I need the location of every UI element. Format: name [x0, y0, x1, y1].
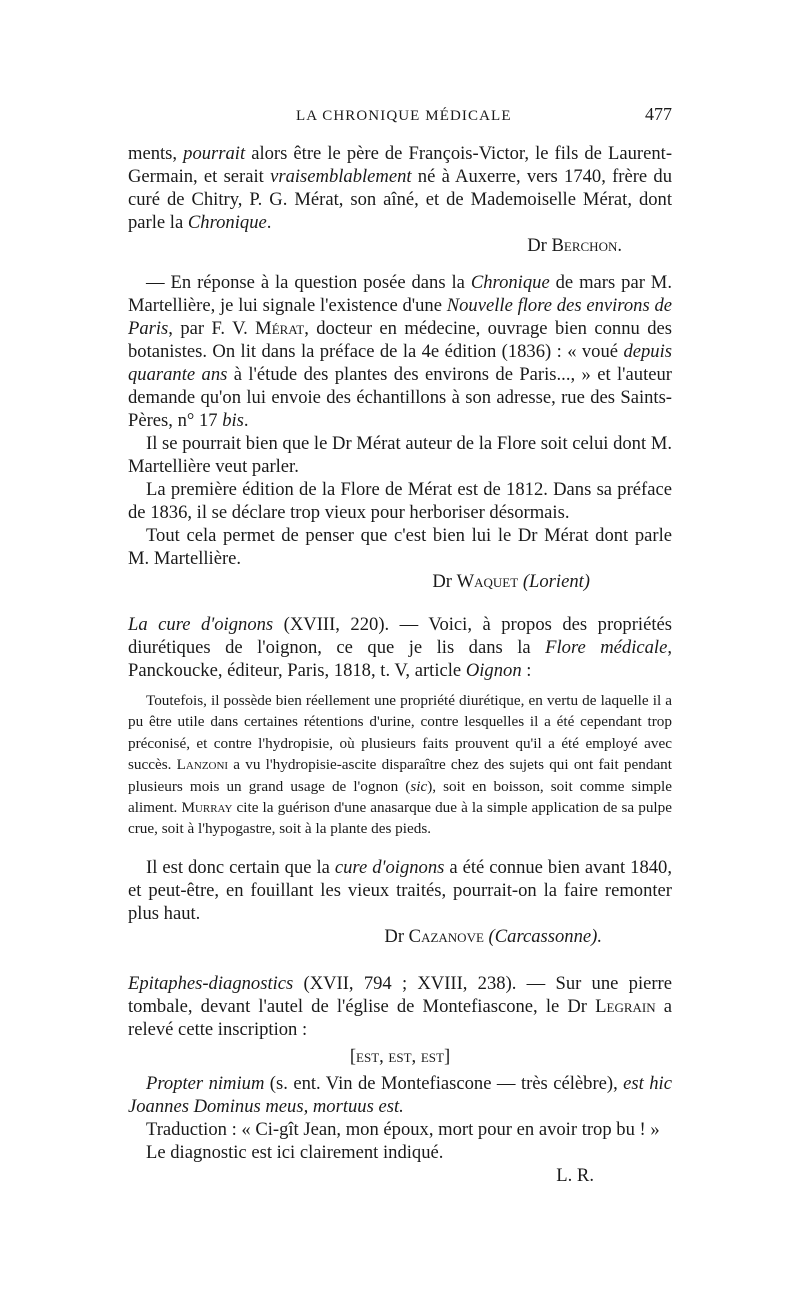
paragraph: ments, pourrait alors être le père de François-Victor, le fils de Laurent-Germain, et serait vraisemblablement né à Auxerre, vers 1740, frère du curé de Chitry, P. G. Mérat, son aîné, et de Mademoiselle Mérat, dont parle la Chronique. [128, 143, 673, 233]
page-body [128, 142, 672, 1187]
paragraph: Tout cela permet de penser que c'est bien lui le Dr Mérat dont parle M. Martellière. [128, 525, 672, 569]
paragraph: — En réponse à la question posée dans la Chronique de mars par M. Martellière, je lui signale l'existence d'une Nouvelle flore des environs de Paris, par F. V. Mérat, docteur en médecine, ouvrage bien connu des botanistes. On lit dans la préface de la 4e édition (1836) : « voué depuis quarante ans à l'étude des plantes des environs de Paris..., » et l'auteur demande qu'on lui envoie des échantillons à son adresse, rue des Saints-Pères, n° 17 bis. [128, 272, 672, 431]
running-head: LA CHRONIQUE MÉDICALE [296, 108, 512, 124]
paragraph: La première édition de la Flore de Mérat est de 1812. Dans sa préface de 1836, il se déclare trop vieux pour herboriser désormais. [128, 479, 672, 523]
page-number: 477 [645, 104, 672, 124]
paragraph: La cure d'oignons (XVIII, 220). — Voici, à propos des propriétés diurétiques de l'oignon, ce que je lis dans la Flore médicale, Panckoucke, éditeur, Paris, 1818, t. V, article Oignon : [128, 614, 672, 681]
section-title: Epitaphes-diagnostics [128, 972, 294, 994]
paragraph: Epitaphes-diagnostics (XVII, 794 ; XVIII, 238). — Sur une pierre tombale, devant l'autel de l'église de Montefiascone, le Dr Legrain a relevé cette inscription : [128, 972, 672, 1040]
quotation: Toutefois, il possède bien réellement une propriété diurétique, en vertu de laquelle il a pu être utile dans certaines rétentions d'urine, contre lesquelles il a été cependant trop préconisé, et contre l'hydropisie, où plusieurs faits prouvent qu'il a été employé avec succès. Lanzoni a vu l'hydropisie-ascite disparaître chez des sujets qui ont fait pendant plusieurs mois un grand usage de l'ognon (sic), soit en boisson, soit comme simple aliment. Murray cite la guérison d'une anasarque due à la simple application de sa pulpe crue, soit à l'hypogastre, soit à la plante des pieds. [128, 692, 672, 838]
paragraph: Le diagnostic est ici clairement indiqué. [146, 1141, 444, 1163]
page-header [128, 104, 672, 132]
paragraph: Propter nimium (s. ent. Vin de Montefiascone — très célèbre), est hic Joannes Dominus meus, mortuus est. [128, 1072, 672, 1117]
signature: Dr Waquet (Lorient) [432, 571, 590, 592]
section-title: La cure d'oignons [128, 614, 274, 635]
paragraph: Il est donc certain que la cure d'oignons a été connue bien avant 1840, et peut-être, en fouillant les vieux traités, pourrait-on la faire remonter plus haut. [128, 856, 672, 924]
signature: Dr Cazanove (Carcassonne). [384, 925, 602, 947]
paragraph: Traduction : « Ci-gît Jean, mon époux, mort pour en avoir trop bu ! » [146, 1118, 660, 1140]
signature: L. R. [556, 1164, 594, 1186]
inscription: [est, est, est] [349, 1045, 451, 1067]
paragraph: Il se pourrait bien que le Dr Mérat auteur de la Flore soit celui dont M. Martellière veut parler. [128, 433, 672, 477]
signature: Dr Berchon. [527, 235, 622, 256]
